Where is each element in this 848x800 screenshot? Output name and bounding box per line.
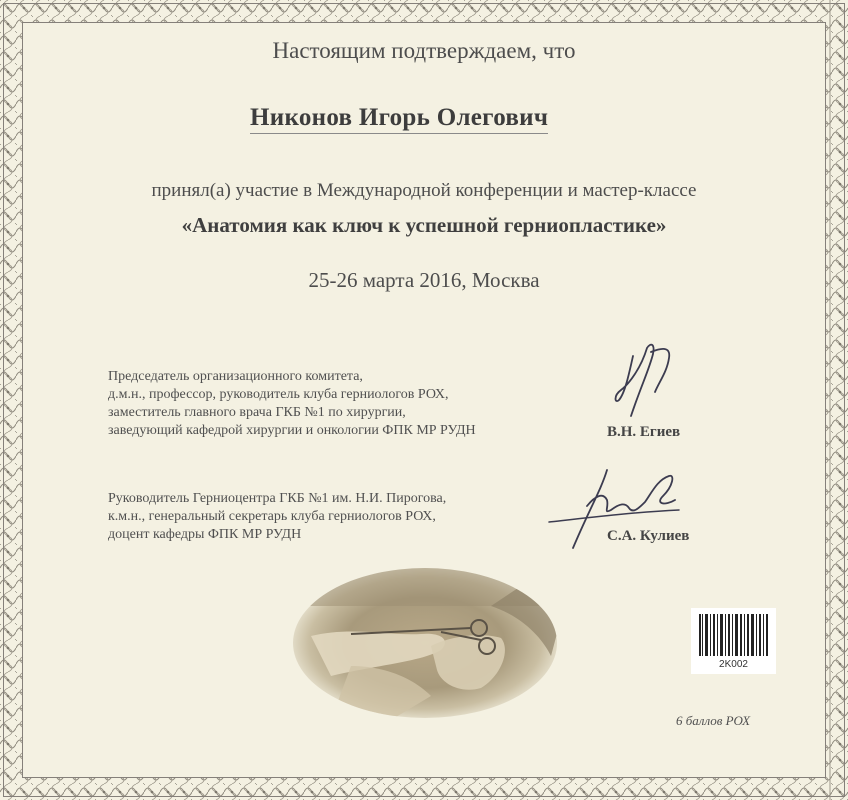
conference-title: «Анатомия как ключ к успешной герниопластике» bbox=[181, 213, 667, 237]
signatory-1-line: Председатель организационного комитета, bbox=[108, 369, 363, 384]
barcode-code: 2K002 bbox=[719, 659, 748, 670]
barcode bbox=[691, 608, 776, 674]
signatory-2-line: к.м.н., генеральный секретарь клуба герниологов РОХ, bbox=[108, 509, 436, 524]
signatory-2-line: Руководитель Герниоцентра ГКБ №1 им. Н.И. Пирогова, bbox=[108, 491, 447, 506]
surgery-photo bbox=[291, 566, 559, 720]
barcode-bars bbox=[691, 608, 776, 658]
signatory-2-name: С.А. Кулиев bbox=[607, 528, 690, 544]
signatory-1-line: заведующий кафедрой хирургии и онкологии ФПК МР РУДН bbox=[108, 423, 476, 438]
signatory-1-title bbox=[108, 368, 476, 440]
participation-text: принял(а) участие в Международной конференции и мастер-классе bbox=[151, 180, 697, 201]
confirmation-text: Настоящим подтверждаем, что bbox=[272, 38, 576, 63]
signatory-2-line: доцент кафедры ФПК МР РУДН bbox=[108, 527, 302, 542]
points-text: 6 баллов РОХ bbox=[676, 713, 751, 728]
date-location: 25-26 марта 2016, Москва bbox=[308, 268, 540, 292]
signature-1 bbox=[605, 338, 685, 423]
signatory-1-name: В.Н. Егиев bbox=[607, 424, 681, 440]
signatory-1-line: заместитель главного врача ГКБ №1 по хирургии, bbox=[108, 405, 406, 420]
participant-name: Никонов Игорь Олегович bbox=[250, 104, 548, 134]
signatory-2-title bbox=[108, 490, 446, 544]
signatory-1-line: д.м.н., профессор, руководитель клуба герниологов РОХ, bbox=[108, 387, 449, 402]
